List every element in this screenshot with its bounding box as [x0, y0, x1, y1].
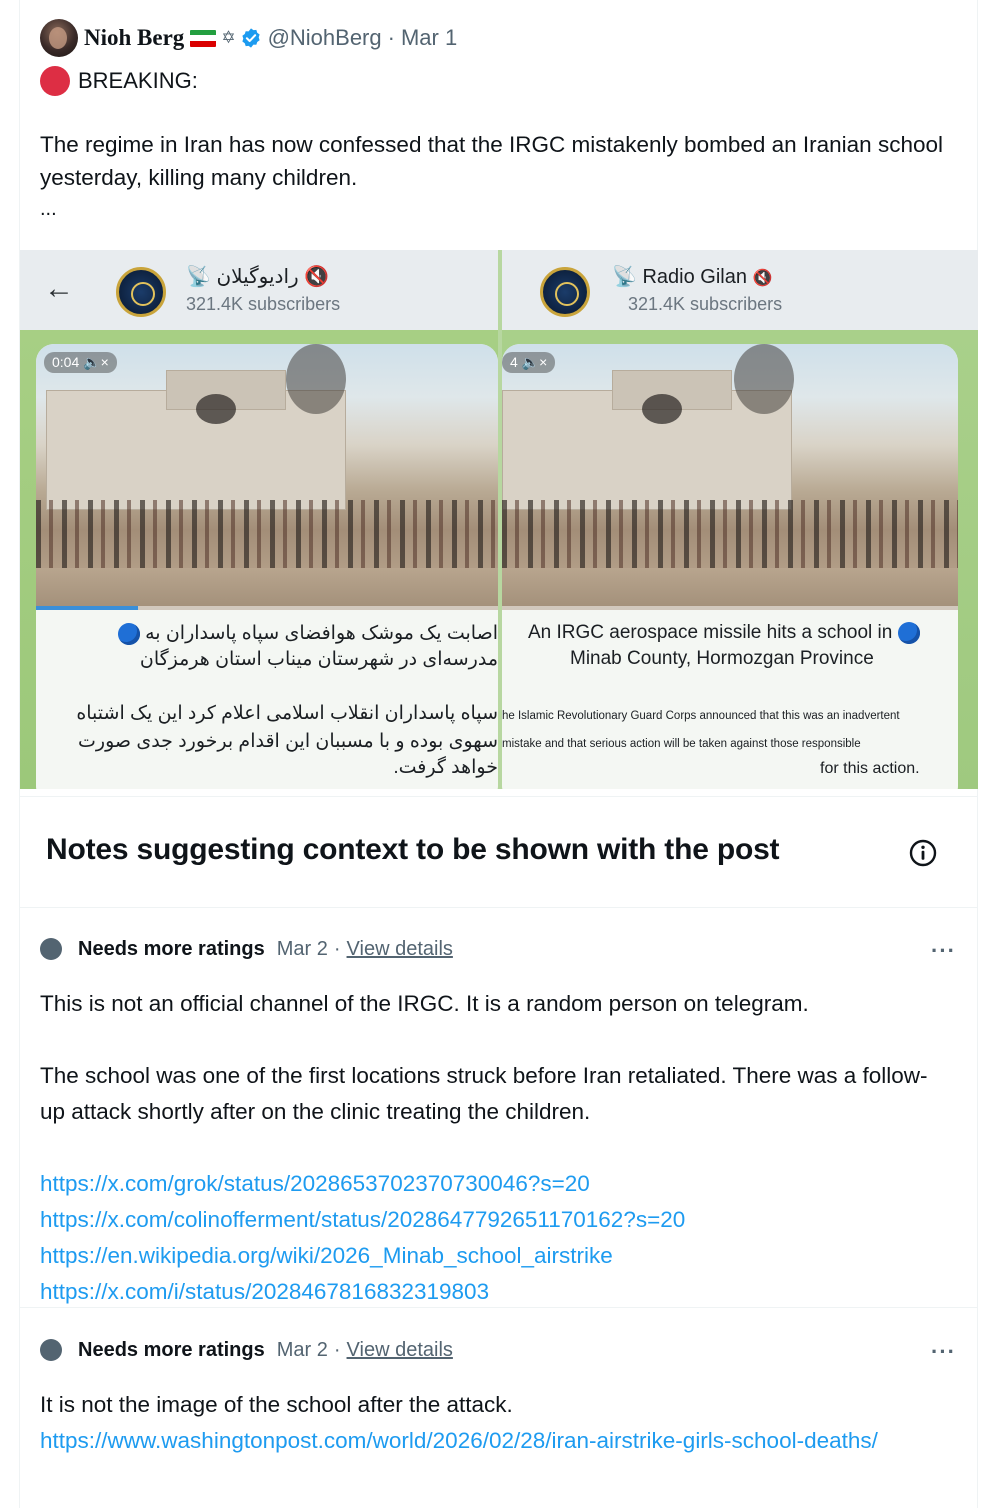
media-panel-farsi — [20, 250, 498, 789]
note-link[interactable]: https://www.washingtonpost.com/world/2026/02/28/iran-airstrike-girls-school-deaths/ — [40, 1428, 878, 1453]
video-progress[interactable] — [36, 606, 498, 610]
caption-line: سهوی بوده و با مسببان این اقدام برخورد جدی صورت — [78, 731, 498, 752]
channel-logo — [116, 267, 166, 317]
caption-line: he Islamic Revolutionary Guard Corps announced that this was an inadvertent — [502, 710, 900, 722]
smoke — [286, 344, 346, 414]
caption-line: mistake and that serious action will be taken against those responsible — [502, 738, 861, 750]
crowd — [36, 500, 498, 570]
note-separator: · — [333, 937, 341, 960]
note-link[interactable]: https://x.com/i/status/2028467816832319803 — [40, 1279, 490, 1304]
post-date[interactable]: Mar 1 — [400, 25, 458, 50]
star-of-david-icon: ✡ — [221, 28, 236, 47]
verified-icon — [240, 27, 262, 49]
video-timestamp: 4 🔈× — [502, 352, 555, 373]
breaking-label: BREAKING: — [78, 68, 198, 93]
caption-text: اصابت یک موشک هوافضای سپاه پاسداران به — [145, 623, 498, 644]
caption-line: سپاه پاسداران انقلاب اسلامی اعلام کرد این یک اشتباه — [76, 703, 498, 724]
post-text: The regime in Iran has now confessed that the IRGC mistakenly bombed an Iranian school yesterday, killing many children. — [40, 132, 943, 190]
ground — [502, 568, 958, 610]
note-body — [40, 1387, 950, 1459]
note-link[interactable]: https://en.wikipedia.org/wiki/2026_Minab_school_airstrike — [40, 1243, 613, 1268]
note-date: Mar 2 — [276, 937, 328, 960]
note-meta — [40, 1337, 453, 1363]
caption-line: مدرسه‌ای در شهرستان میناب استان هرمزگان — [139, 649, 498, 670]
back-arrow-icon: ← — [44, 272, 74, 305]
caption-line — [118, 622, 498, 645]
video-thumbnail — [502, 344, 958, 610]
note-body — [40, 986, 950, 1310]
post-media[interactable] — [20, 250, 978, 789]
message-bubble — [36, 344, 498, 789]
channel-title-text: Radio Gilan — [642, 266, 747, 288]
caption-line: Minab County, Hormozgan Province — [570, 648, 874, 669]
muted-icon: 🔇 — [752, 270, 773, 287]
channel-logo — [540, 267, 590, 317]
show-more-ellipsis[interactable]: ... — [40, 198, 57, 220]
caption-text: An IRGC aerospace missile hits a school in — [528, 622, 893, 644]
more-options-icon[interactable]: ··· — [931, 1339, 956, 1364]
note-paragraph: It is not the image of the school after the attack. — [40, 1392, 513, 1417]
note-paragraph: This is not an official channel of the IRGC. It is a random person on telegram. — [40, 991, 809, 1016]
channel-title: 📡 راديوگيلان 🔇 — [186, 266, 330, 288]
community-note — [20, 1309, 978, 1508]
video-thumbnail — [36, 344, 498, 610]
media-panel-english — [502, 250, 978, 789]
caption-line: for this action. — [820, 760, 920, 777]
status-dot-icon — [40, 938, 62, 960]
crowd — [502, 500, 958, 570]
note-separator: · — [333, 1338, 341, 1361]
avatar[interactable] — [40, 19, 78, 57]
community-note — [20, 908, 978, 1308]
author-name[interactable]: Nioh Berg — [84, 25, 185, 50]
message-bubble — [502, 344, 958, 789]
note-link[interactable]: https://x.com/colinofferment/status/2028647792651170162?s=20 — [40, 1207, 686, 1232]
video-timestamp: 0:04 🔈× — [44, 352, 117, 373]
post-header — [40, 18, 457, 58]
smoke — [642, 394, 682, 424]
notes-header — [20, 796, 978, 908]
caption-line — [528, 622, 920, 644]
note-date: Mar 2 — [276, 1338, 328, 1361]
notes-title: Notes suggesting context to be shown with the post — [46, 833, 780, 866]
status-dot-icon — [40, 1339, 62, 1361]
channel-title — [612, 264, 772, 289]
blue-circle-icon — [898, 622, 920, 644]
note-status: Needs more ratings — [78, 937, 265, 960]
view-details-link[interactable]: View details — [346, 1338, 453, 1361]
satellite-icon: 📡 — [612, 266, 637, 288]
iran-flag-icon — [190, 30, 216, 47]
blue-circle-icon — [118, 623, 140, 645]
author-handle[interactable]: @NiohBerg — [267, 25, 382, 50]
smoke — [734, 344, 794, 414]
breaking-line — [40, 66, 198, 96]
ground — [36, 568, 498, 610]
more-options-icon[interactable]: ··· — [931, 938, 956, 963]
note-status: Needs more ratings — [78, 1338, 265, 1361]
red-circle-icon — [40, 66, 70, 96]
smoke — [196, 394, 236, 424]
view-details-link[interactable]: View details — [346, 937, 453, 960]
date-separator: · — [387, 25, 395, 50]
info-icon[interactable] — [908, 838, 938, 868]
caption-line: خواهد گرفت. — [393, 757, 498, 778]
note-meta — [40, 936, 453, 962]
note-paragraph: The school was one of the first locations struck before Iran retaliated. There was a follow-up attack shortly after on the clinic treating the children. — [40, 1063, 928, 1124]
channel-subscribers: 321.4K subscribers — [186, 294, 341, 314]
note-link[interactable]: https://x.com/grok/status/2028653702370730046?s=20 — [40, 1171, 590, 1196]
channel-subscribers: 321.4K subscribers — [628, 294, 783, 314]
video-progress[interactable] — [502, 606, 958, 610]
